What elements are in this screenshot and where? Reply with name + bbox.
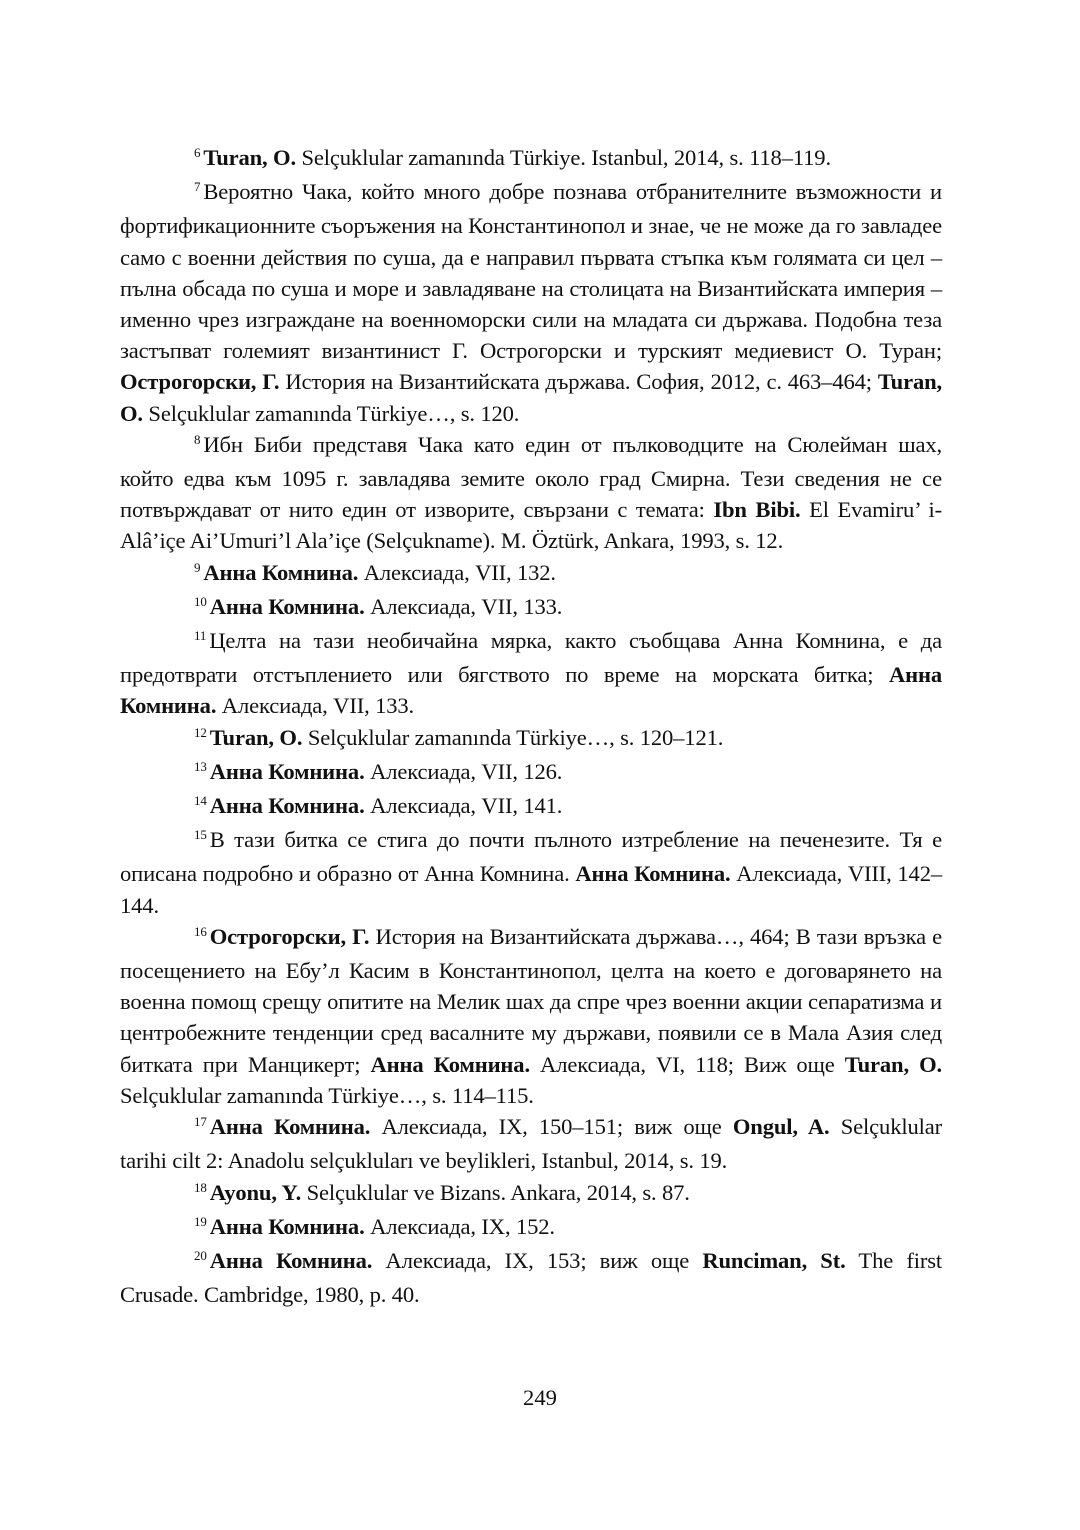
footnote-6 xyxy=(120,142,942,176)
author: Ayonu, Y. xyxy=(209,1179,302,1205)
citation-text: Selçuklular zamanında Türkiye…, s. 120. xyxy=(142,400,520,426)
note-text: В тази битка се стига до почти пълното изтребление на печенезите. Тя е описана подробно и образно от Анна Комнина. xyxy=(120,827,942,887)
footnote-marker: 11 xyxy=(194,628,207,644)
author: Анна Комнина. xyxy=(209,1247,373,1273)
author: Ongul, A. xyxy=(732,1114,830,1140)
footnote-16 xyxy=(120,921,942,1111)
page-number: 249 xyxy=(523,1385,557,1410)
footnote-marker: 14 xyxy=(194,793,207,809)
citation-text: Selçuklular tarihi cilt 2: Anadolu selçukluları ve beylikleri, Istanbul, 2014, s. 19. xyxy=(120,1114,942,1174)
citation-text: Алексиада, VI, 118; Виж още xyxy=(529,1051,845,1077)
author: Анна Комнина. xyxy=(203,559,359,585)
citation-text: Selçuklular ve Bizans. Ankara, 2014, s. 87. xyxy=(301,1179,690,1205)
author: Ibn Bibi. xyxy=(713,497,801,523)
author: Острогорски, Г. xyxy=(120,369,280,395)
footnote-marker: 10 xyxy=(194,593,207,609)
footnote-7 xyxy=(120,176,942,429)
author: Анна Комнина. xyxy=(575,861,731,887)
footnotes-block xyxy=(120,142,942,1310)
citation-text: El Evamiru’ i-Alâ’içe Ai’Umuri’l Ala’içe (Selçukname). M. Öztürk, Ankara, 1993, s. 12. xyxy=(120,497,942,554)
footnote-20 xyxy=(120,1245,942,1310)
author: Анна Комнина. xyxy=(209,1114,371,1140)
author: Анна Комнина. xyxy=(209,758,365,784)
citation-text: Алексиада, VII, 126. xyxy=(364,758,563,784)
footnote-10 xyxy=(120,591,942,625)
footnote-13 xyxy=(120,756,942,790)
citation-text: Алексиада, IX, 153; виж още xyxy=(372,1247,703,1273)
footnote-marker: 20 xyxy=(194,1247,207,1263)
citation-text: Алексиада, IX, 152. xyxy=(364,1213,555,1239)
footnote-19 xyxy=(120,1211,942,1245)
citation-text: Selçuklular zamanında Türkiye. Istanbul, 2014, s. 118–119. xyxy=(295,145,831,170)
footnote-15 xyxy=(120,824,942,921)
footnote-9 xyxy=(120,557,942,591)
note-text: Ибн Биби представя Чака като един от пълководците на Сюлейман шах, който едва към 1095 г. завладява земите около град Смирна. Тези сведения не се потвърждават от нито един от изворите, свързани с темата: xyxy=(120,431,942,523)
footnote-marker: 16 xyxy=(194,923,207,939)
citation-text: Selçuklular zamanında Türkiye…, s. 120–121. xyxy=(302,724,724,750)
citation-text: Selçuklular zamanında Türkiye…, s. 114–115. xyxy=(120,1082,534,1108)
footnote-18 xyxy=(120,1177,942,1211)
author: Turan, O. xyxy=(209,724,303,750)
author: Turan, O. xyxy=(844,1051,942,1077)
author: Анна Комнина. xyxy=(120,662,942,719)
author: Анна Комнина. xyxy=(209,593,365,619)
footnote-14 xyxy=(120,790,942,824)
author: Turan, O. xyxy=(120,369,943,426)
footnote-marker: 8 xyxy=(194,431,201,447)
footnote-marker: 12 xyxy=(194,724,207,740)
author: Анна Комнина. xyxy=(209,793,365,819)
author: Turan, O. xyxy=(203,145,296,170)
citation-text: Алексиада, VIII, 142–144. xyxy=(120,861,942,918)
citation-text: Алексиада, VII, 133. xyxy=(216,693,415,719)
note-text: Вероятно Чака, който много добре познава отбранителните възможности и фортификационните съоръжения на Константинопол и знае, че не може да го завладее само с военни действия по суша, да е направил първата стъпка към голямата си цел – пълна обсада по суша и море и завладяване на столицата на Византийската империя – именно чрез изграждане на военноморски сили на младата си държава. Подобна теза застъпват големият византинист Г. Острогорски и турският медиевист О. Туран; xyxy=(120,179,942,364)
citation-text: Алексиада, IX, 150–151; виж още xyxy=(370,1114,733,1140)
footnote-8 xyxy=(120,429,942,557)
citation-text: The first Crusade. Cambridge, 1980, p. 40. xyxy=(120,1247,942,1308)
footnote-marker: 9 xyxy=(194,559,201,575)
citation-text: Алексиада, VII, 133. xyxy=(364,593,563,619)
footnote-17 xyxy=(120,1111,942,1176)
footnote-12 xyxy=(120,722,942,756)
citation-text: История на Византийската държава. София, 2012, с. 463–464; xyxy=(279,369,878,395)
footnote-marker: 13 xyxy=(194,758,207,774)
citation-text: Алексиада, VII, 141. xyxy=(364,793,563,819)
footnote-marker: 17 xyxy=(194,1114,207,1130)
author: Runciman, St. xyxy=(702,1247,846,1273)
citation-text: История на Византийската държава…, 464; В тази връзка е посещението на Ебу’л Касим в Константинопол, целта на което е договарянето на военна помощ срещу опитите на Мелик шах да спре чрез военни акции сепаратизма и центробежните тенденции сред васалните му държави, появили се в Мала Азия след битката при Манцикерт; xyxy=(120,923,942,1077)
note-text: Целта на тази необичайна мярка, както съобщава Анна Комнина, е да предотврати отстъплението или бягството по време на морската битка; xyxy=(120,628,942,688)
footnote-11 xyxy=(120,625,942,722)
author: Анна Комнина. xyxy=(209,1213,365,1239)
footnote-marker: 6 xyxy=(194,145,201,160)
author: Анна Комнина. xyxy=(370,1051,530,1077)
footnote-marker: 15 xyxy=(194,827,207,843)
footnote-marker: 7 xyxy=(194,179,201,195)
citation-text: Алексиада, VII, 132. xyxy=(358,559,556,585)
author: Острогорски, Г. xyxy=(209,923,370,949)
footnote-marker: 19 xyxy=(194,1213,207,1229)
footnote-marker: 18 xyxy=(194,1179,207,1195)
